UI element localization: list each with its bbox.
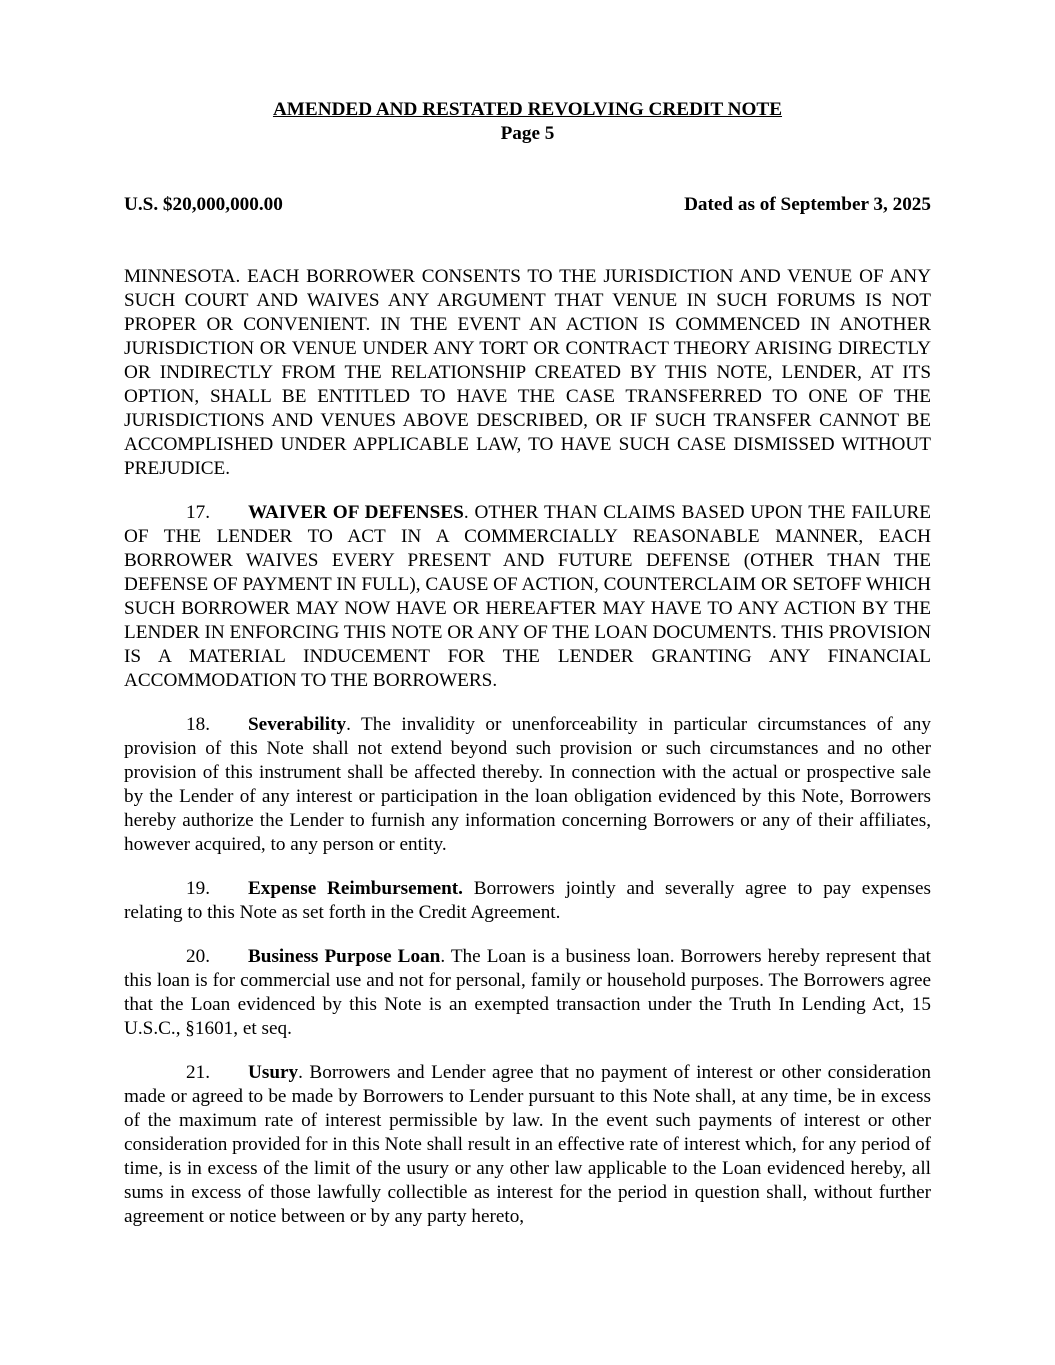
paragraph-number: 18.: [186, 714, 210, 735]
paragraph-17: [124, 501, 931, 693]
paragraph-text: . The Loan is a business loan. Borrowers hereby represent that this loan is for commercial use and not for personal, family or household purposes. The Borrowers agree that the Loan evidenced by this Note is an exempted transaction under the Truth In Lending Act, 15 U.S.C., §1601, et seq.: [124, 946, 931, 1039]
paragraph-text: . Borrowers and Lender agree that no payment of interest or other consideration made or agreed to be made by Borrowers to Lender pursuant to this Note shall, at any time, be in excess of the maximum rate of interest permissible by law. In the event such payments of interest or other consideration provided for in this Note shall result in an effective rate of interest which, for any period of time, is in excess of the limit of the usury or any other law applicable to the Loan evidenced hereby, all sums in excess of those lawfully collectible as interest for the period in question shall, without further agreement or notice between or by any party hereto,: [124, 1062, 931, 1227]
paragraph-20: [124, 945, 931, 1041]
document-body: [124, 265, 931, 1229]
document-page: [124, 98, 931, 1249]
paragraph-number: 21.: [186, 1062, 210, 1083]
note-date: Dated as of September 3, 2025: [684, 194, 931, 215]
page-number: Page 5: [500, 123, 555, 144]
paragraph-heading: WAIVER OF DEFENSES: [248, 502, 464, 523]
document-title: AMENDED AND RESTATED REVOLVING CREDIT NOTE: [272, 99, 783, 120]
paragraph-text: . OTHER THAN CLAIMS BASED UPON THE FAILURE OF THE LENDER TO ACT IN A COMMERCIALLY REASONABLE MANNER, EACH BORROWER WAIVES EVERY PRESENT AND FUTURE DEFENSE (OTHER THAN THE DEFENSE OF PAYMENT IN FULL), CAUSE OF ACTION, COUNTERCLAIM OR SETOFF WHICH SUCH BORROWER MAY NOW HAVE OR HEREAFTER MAY HAVE TO ANY ACTION BY THE LENDER IN ENFORCING THIS NOTE OR ANY OF THE LOAN DOCUMENTS. THIS PROVISION IS A MATERIAL INDUCEMENT FOR THE LENDER GRANTING ANY FINANCIAL ACCOMMODATION TO THE BORROWERS.: [124, 502, 932, 691]
paragraph-text: Borrowers jointly and severally agree to pay expenses relating to this Note as set forth in the Credit Agreement.: [124, 878, 932, 923]
paragraph-number: 17.: [186, 502, 210, 523]
paragraph-number: 19.: [186, 878, 210, 899]
note-amount: U.S. $20,000,000.00: [124, 194, 283, 215]
paragraph-heading: Severability: [248, 714, 347, 735]
paragraph-heading: Business Purpose Loan: [248, 946, 441, 967]
paragraph-text: . The invalidity or unenforceability in particular circumstances of any provision of this Note shall not extend beyond such provision or such circumstances and no other provision of this instrument shall be affected thereby. In connection with the actual or prospective sale by the Lender of any interest or participation in the loan obligation evidenced by this Note, Borrowers hereby authorize the Lender to furnish any information concerning Borrowers or any of their affiliates, however acquired, to any person or entity.: [124, 714, 931, 855]
paragraph-text: MINNESOTA. EACH BORROWER CONSENTS TO THE JURISDICTION AND VENUE OF ANY SUCH COURT AND WAIVES ANY ARGUMENT THAT VENUE IN SUCH FORUMS IS NOT PROPER OR CONVENIENT. IN THE EVENT AN ACTION IS COMMENCED IN ANOTHER JURISDICTION OR VENUE UNDER ANY TORT OR CONTRACT THEORY ARISING DIRECTLY OR INDIRECTLY FROM THE RELATIONSHIP CREATED BY THIS NOTE, LENDER, AT ITS OPTION, SHALL BE ENTITLED TO HAVE THE CASE TRANSFERRED TO ONE OF THE JURISDICTIONS AND VENUES ABOVE DESCRIBED, OR IF SUCH TRANSFER CANNOT BE ACCOMPLISHED UNDER APPLICABLE LAW, TO HAVE SUCH CASE DISMISSED WITHOUT PREJUDICE.: [124, 266, 931, 479]
paragraph-heading: Usury: [248, 1062, 299, 1083]
paragraph-16-continued: [124, 265, 931, 481]
note-header-row: [124, 193, 931, 217]
paragraph-19: [124, 877, 931, 925]
paragraph-21: [124, 1061, 931, 1229]
paragraph-number: 20.: [186, 946, 210, 967]
paragraph-heading: Expense Reimbursement.: [248, 878, 463, 899]
paragraph-18: [124, 713, 931, 857]
